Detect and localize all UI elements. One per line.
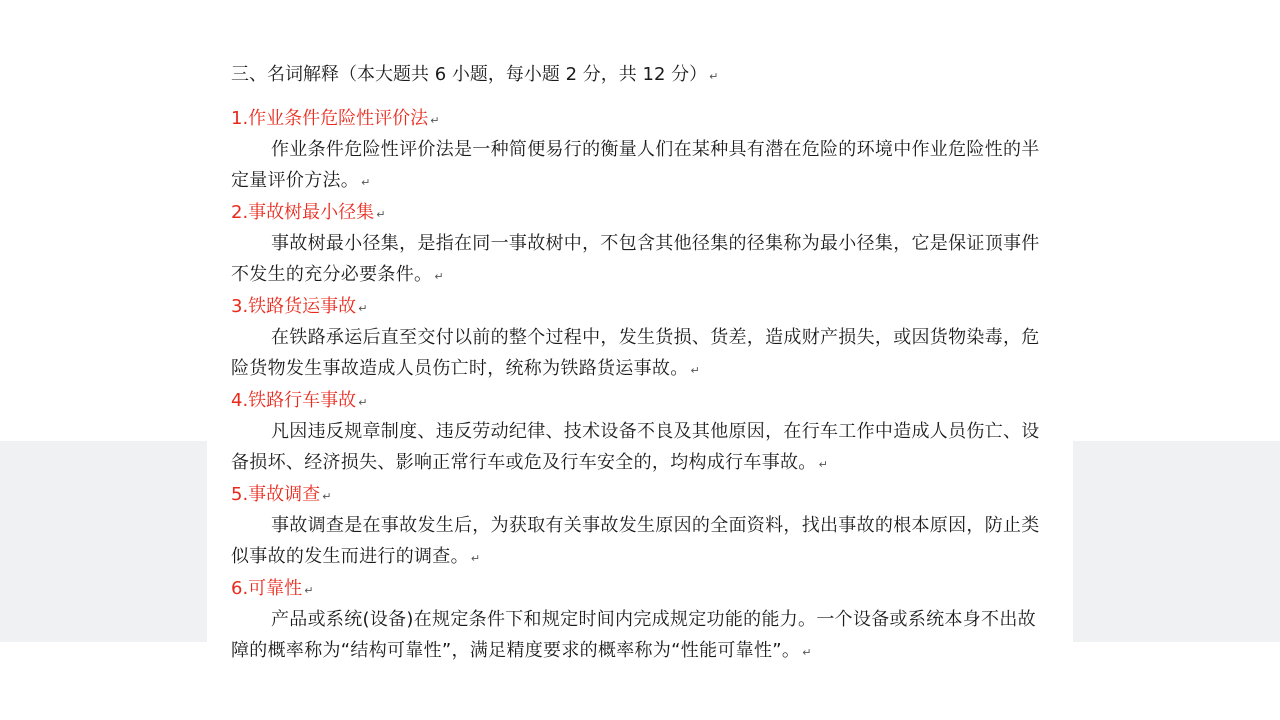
paragraph-mark: ↵ [322, 490, 332, 503]
term-definition [231, 322, 1045, 386]
paragraph-mark: ↵ [304, 584, 314, 597]
term-title [231, 198, 1045, 228]
section-heading-text: 三、名词解释（本大题共 6 小题，每小题 2 分，共 12 分） [231, 64, 708, 85]
term-definition-text: 事故调查是在事故发生后，为获取有关事故发生原因的全面资料，找出事故的根本原因，防止类似事故的发生而进行的调查。 [231, 515, 1040, 567]
term-item-1 [231, 104, 1045, 198]
term-title [231, 480, 1045, 510]
term-title-text: 4.铁路行车事故 [231, 390, 357, 411]
term-definition-text: 作业条件危险性评价法是一种简便易行的衡量人们在某种具有潜在危险的环境中作业危险性的半定量评价方法。 [231, 139, 1040, 191]
term-definition [231, 416, 1045, 480]
paragraph-mark: ↵ [358, 396, 368, 409]
paragraph-mark: ↵ [430, 114, 440, 127]
term-title [231, 292, 1045, 322]
paragraph-mark: ↵ [358, 302, 368, 315]
term-title [231, 104, 1045, 134]
term-definition [231, 604, 1045, 668]
term-definition [231, 510, 1045, 574]
term-item-5 [231, 480, 1045, 574]
term-title-text: 2.事故树最小径集 [231, 202, 375, 223]
paragraph-mark: ↵ [434, 270, 444, 283]
term-item-3 [231, 292, 1045, 386]
section-heading [231, 60, 1045, 90]
term-title-text: 1.作业条件危险性评价法 [231, 108, 429, 129]
paragraph-mark: ↵ [818, 458, 829, 471]
term-item-2 [231, 198, 1045, 292]
paragraph-mark: ↵ [470, 552, 481, 565]
term-title-text: 6.可靠性 [231, 578, 303, 599]
document-body [231, 60, 1045, 668]
term-definition [231, 228, 1045, 292]
paragraph-mark: ↵ [361, 176, 371, 189]
term-title [231, 386, 1045, 416]
paragraph-mark: ↵ [690, 364, 701, 377]
term-title-text: 3.铁路货运事故 [231, 296, 357, 317]
term-title [231, 574, 1045, 604]
document-page [207, 0, 1073, 720]
term-definition-text: 在铁路承运后直至交付以前的整个过程中，发生货损、货差，造成财产损失，或因货物染毒，危险货物发生事故造成人员伤亡时，统称为铁路货运事故。 [231, 327, 1040, 379]
paragraph-mark: ↵ [709, 70, 719, 83]
term-title-text: 5.事故调查 [231, 484, 321, 505]
term-definition-text: 事故树最小径集，是指在同一事故树中，不包含其他径集的径集称为最小径集，它是保证顶事件不发生的充分必要条件。 [231, 233, 1040, 285]
term-item-4 [231, 386, 1045, 480]
paragraph-mark: ↵ [802, 646, 812, 659]
term-definition [231, 134, 1045, 198]
term-definition-text: 产品或系统(设备)在规定条件下和规定时间内完成规定功能的能力。一个设备或系统本身不出故障的概率称为“结构可靠性”，满足精度要求的概率称为“性能可靠性”。 [231, 609, 1036, 661]
term-definition-text: 凡因违反规章制度、违反劳动纪律、技术设备不良及其他原因，在行车工作中造成人员伤亡、设备损坏、经济损失、影响正常行车或危及行车安全的，均构成行车事故。 [231, 421, 1040, 473]
paragraph-mark: ↵ [376, 208, 386, 221]
term-item-6 [231, 574, 1045, 668]
